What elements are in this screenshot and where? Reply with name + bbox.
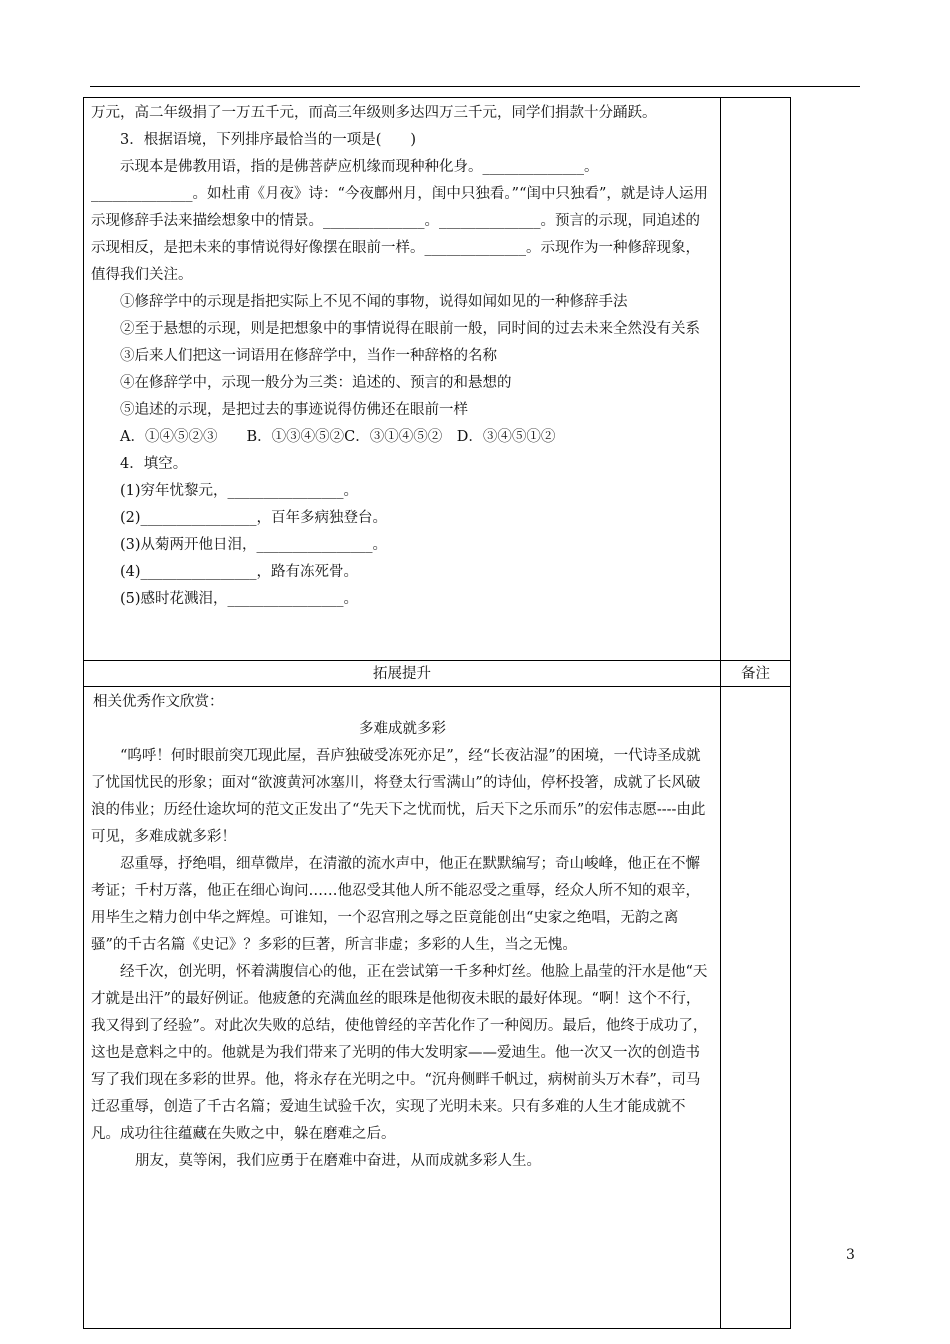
fill-blank-5: (5)感时花溅泪，________________。 — [120, 591, 359, 607]
fill-blank-4: (4)________________，路有冻死骨。 — [120, 564, 359, 580]
essay-paragraph-4: 朋友，莫等闲，我们应勇于在磨难中奋进，从而成就多彩人生。 — [135, 1153, 541, 1169]
exercise-line-0: 万元，高二年级捐了一万五千元，而高三年级则多达四万三千元，同学们捐款十分踊跃。 — [91, 105, 657, 121]
header-rule — [90, 86, 860, 87]
notes-cell-bottom — [721, 687, 791, 1329]
notes-cell-top — [721, 98, 791, 661]
question-3-stem: 3．根据语境，下列排序最恰当的一项是( ) — [120, 132, 417, 148]
essay-title: 多难成就多彩 — [359, 721, 446, 737]
exercise-cell — [84, 98, 721, 661]
option-sentence-3: ③后来人们把这一词语用在修辞学中，当作一种辞格的名称 — [120, 348, 497, 364]
fill-blank-1: (1)穷年忧黎元，________________。 — [120, 483, 359, 499]
section-header-extension: 拓展提升 — [84, 661, 721, 687]
option-sentence-1: ①修辞学中的示现是指把实际上不见不闻的事物，说得如闻如见的一种修辞手法 — [120, 294, 628, 310]
worksheet-table — [83, 97, 791, 1329]
essay-paragraph-1: “呜呼！何时眼前突兀现此屋，吾庐独破受冻死亦足”，经“长夜沾湿”的困境，一代诗圣成就了忧国忧民的形象；面对“欲渡黄河冰塞川，将登太行雪满山”的诗仙，停杯投箸，成就了长风破浪的伟业；历经仕途坎坷的范文正发出了“先天下之忧而忧，后天下之乐而乐”的宏伟志愿----由此可见，多难成就多彩！ — [91, 748, 706, 845]
essay-content — [84, 687, 720, 1177]
notes-header: 备注 — [721, 661, 791, 687]
essay-paragraph-2: 忍重辱，抒绝唱，细草微岸，在清澈的流水声中，他正在默默编写；奇山峻峰，他正在不懈考证；千村万落，他正在细心询问……他忍受其他人所不能忍受之重辱，经众人所不知的艰辛，用毕生之精力创中华之辉煌。可谁知，一个忍宫刑之辱之臣竟能创出“史家之绝唱，无韵之离骚”的千古名篇《史记》？多彩的巨著，所言非虚；多彩的人生，当之无愧。 — [91, 856, 700, 953]
fill-blank-2: (2)________________，百年多病独登台。 — [120, 510, 388, 526]
essay-paragraph-3: 经千次，创光明，怀着满腹信心的他，正在尝试第一千多种灯丝。他脸上晶莹的汗水是他“天才就是出汗”的最好例证。他疲惫的充满血丝的眼珠是他彻夜未眠的最好体现。“啊！这个不行，我又得到了经验”。对此次失败的总结，使他曾经的辛苦化作了一种阅历。最后，他终于成功了，这也是意料之中的。他就是为我们带来了光明的伟大发明家——爱迪生。他一次又一次的创造书写了我们现在多彩的世界。他，将永存在光明之中。“沉舟侧畔千帆过，病树前头万木春”，司马迁忍重辱，创造了千古名篇；爱迪生试验千次，实现了光明未来。只有多难的人生才能成就不凡。成功往往蕴藏在失败之中，躲在磨难之后。 — [91, 964, 708, 1142]
exercise-content — [84, 98, 720, 615]
essay-intro: 相关优秀作文欣赏： — [93, 694, 224, 710]
essay-cell — [84, 687, 721, 1329]
option-sentence-5: ⑤追述的示现，是把过去的事迹说得仿佛还在眼前一样 — [120, 402, 468, 418]
question-3-passage: 示现本是佛教用语，指的是佛菩萨应机缘而现种种化身。______________。______________。如杜甫《月夜》诗：“今夜鄜州月，闺中只独看。”“闺中只独看”，就是诗人运用示现修辞手法来描绘想象中的情景。______________。______________。预言的示现，同追述的示现相反，是把未来的事情说得好像摆在眼前一样。______________。示现作为一种修辞现象，值得我们关注。 — [91, 159, 708, 283]
page-number: 3 — [846, 1247, 855, 1263]
option-sentence-2: ②至于悬想的示现，则是把想象中的事情说得在眼前一般，同时间的过去未来全然没有关系 — [120, 321, 700, 337]
option-sentence-4: ④在修辞学中，示现一般分为三类：追述的、预言的和悬想的 — [120, 375, 512, 391]
fill-blank-3: (3)从菊两开他日泪，________________。 — [120, 537, 388, 553]
question-4-stem: 4．填空。 — [120, 456, 188, 472]
answer-choices: A．①④⑤②③ B．①③④⑤②C．③①④⑤② D．③④⑤①② — [120, 429, 556, 445]
